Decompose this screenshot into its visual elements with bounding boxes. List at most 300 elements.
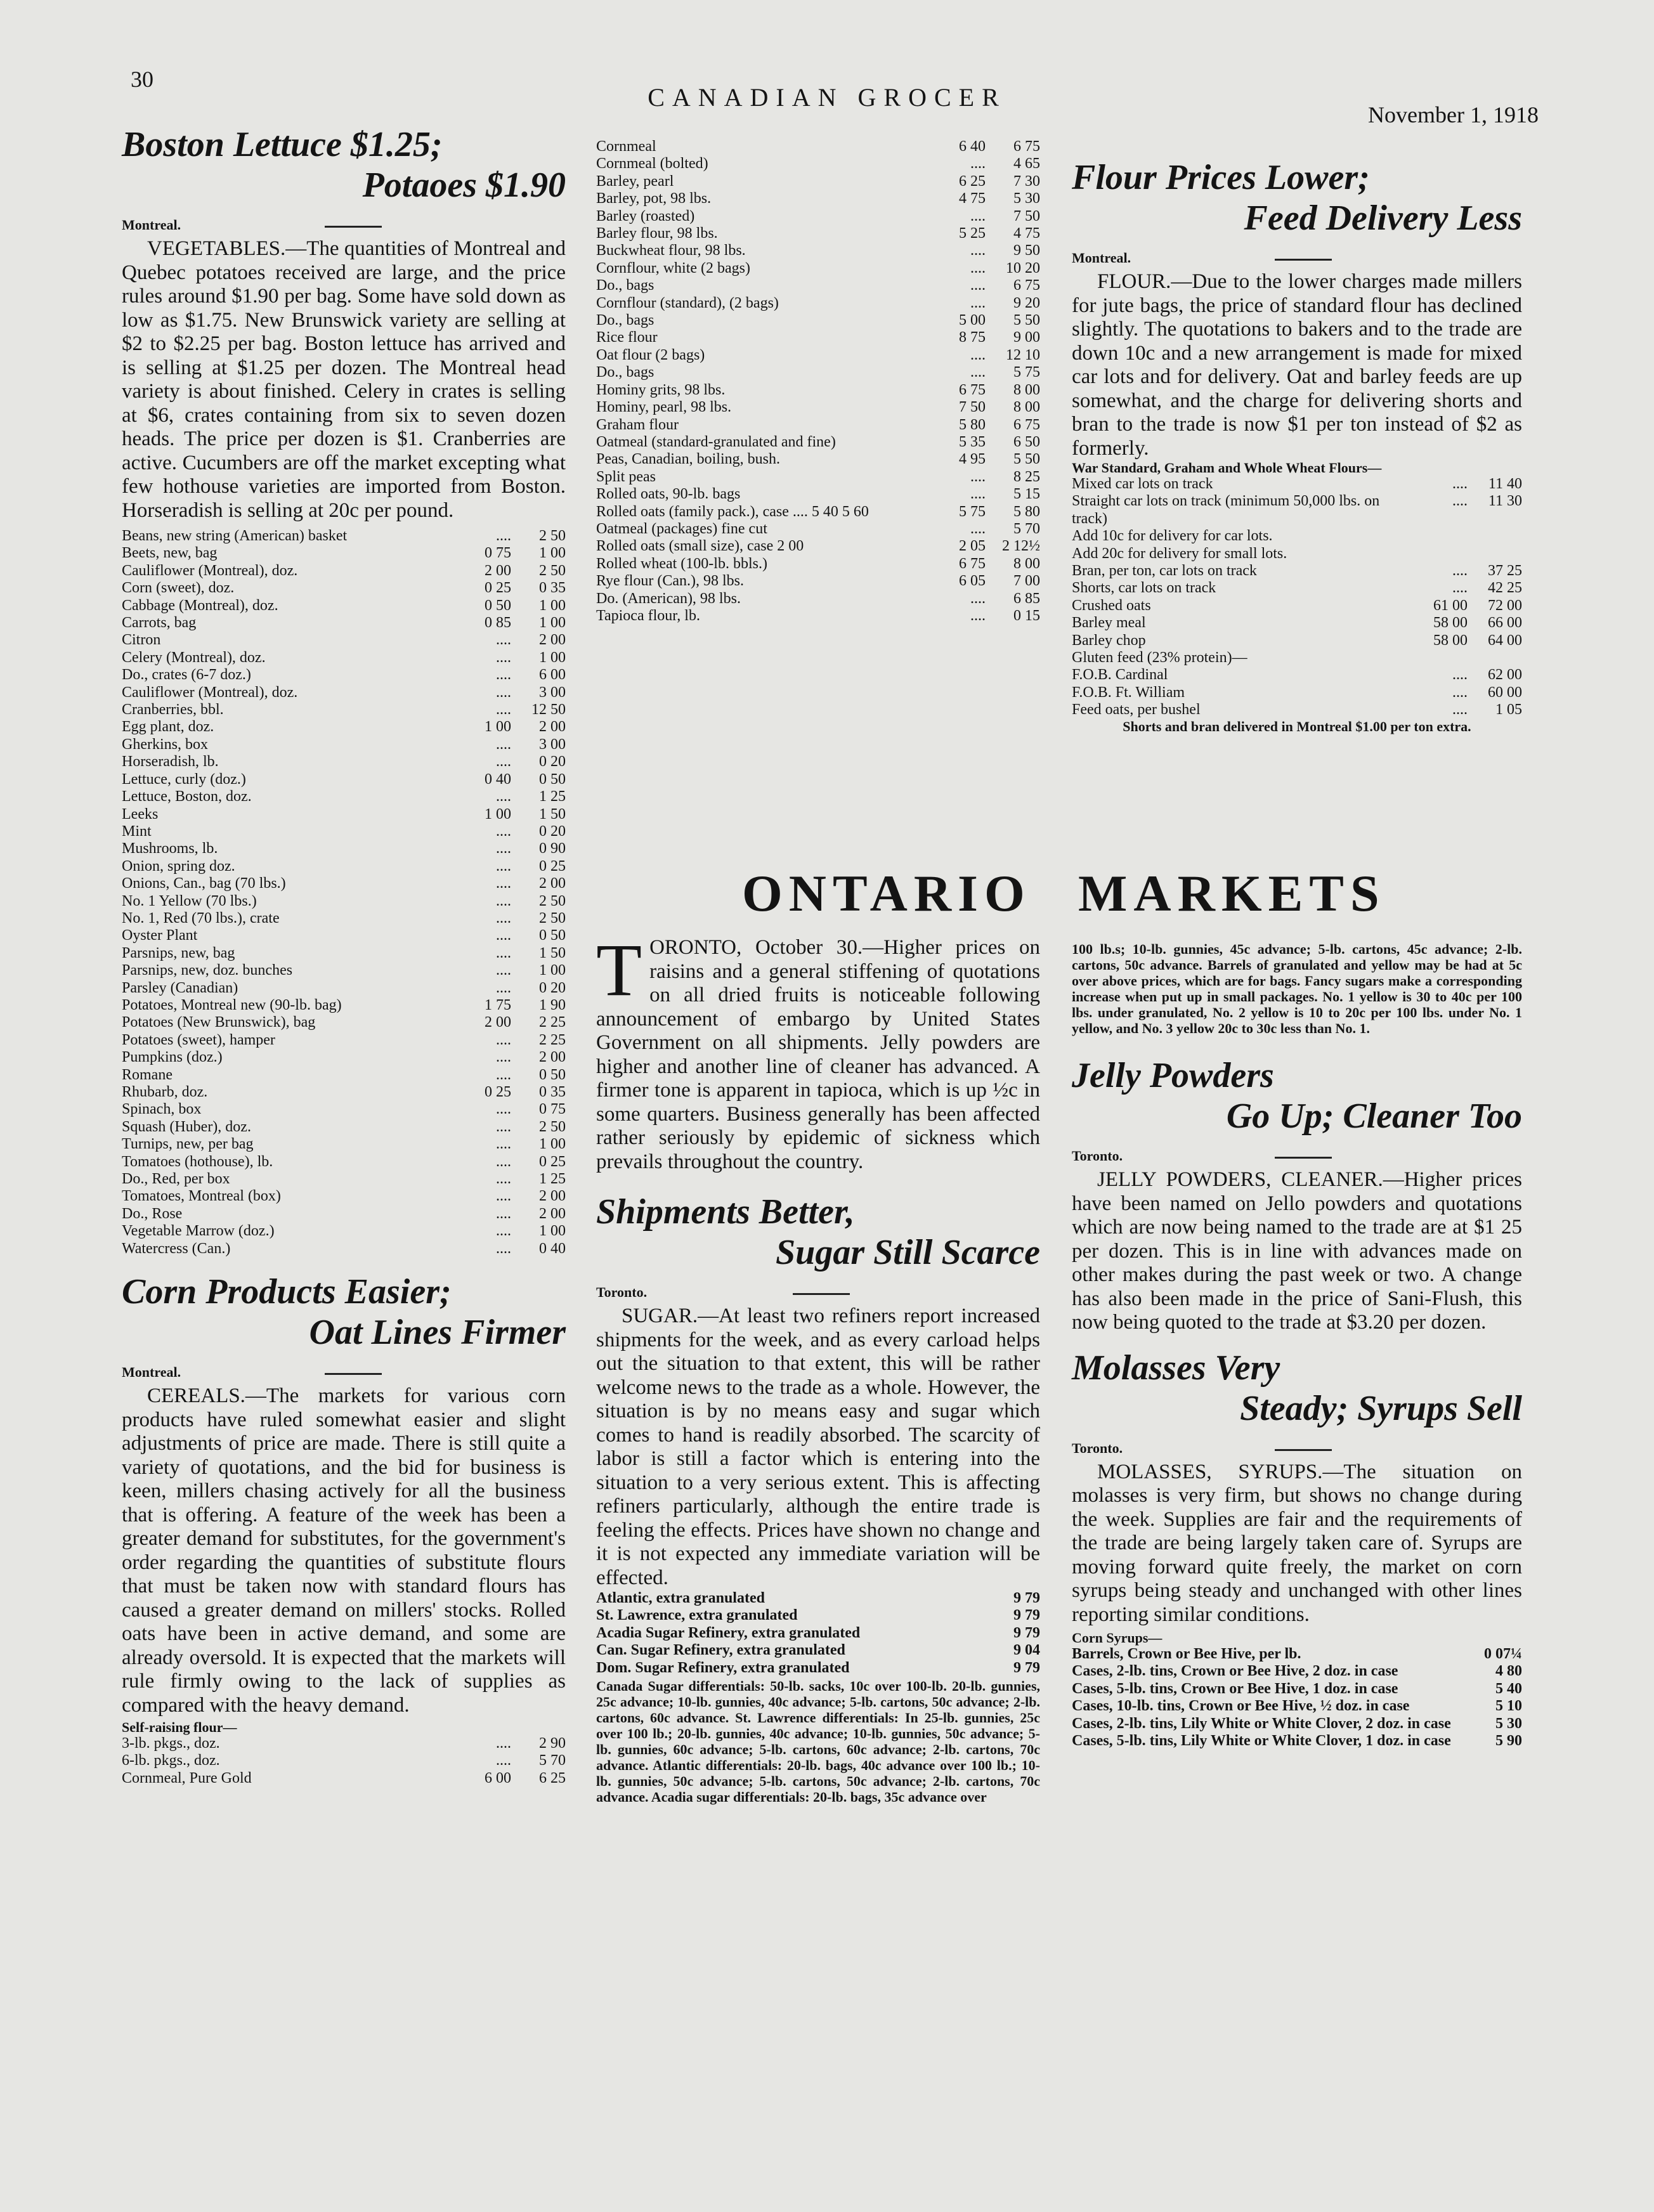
price-value: 1 75 [485,996,511,1013]
price-row [122,806,566,823]
price-row [122,1154,566,1171]
price-value: 0 90 [539,840,566,857]
price-value: .... [1452,580,1468,597]
item-label: Dom. Sugar Refinery, extra granulated [596,1659,850,1676]
price-value: 2 50 [539,528,566,544]
price-row [122,1067,566,1084]
headline-line-1: Molasses Very [1072,1348,1280,1388]
self-raising-flour-table [122,1735,566,1787]
flour-article [1072,270,1522,460]
item-label: Potatoes (New Brunswick), bag [122,1014,316,1031]
item-label: Do., bags [596,277,654,294]
price-row [1072,597,1522,615]
item-label: Shorts, car lots on track [1072,580,1216,597]
sugar-article [596,1304,1040,1590]
price-value: 0 40 [539,1240,566,1257]
item-label: Cornmeal, Pure Gold [122,1769,252,1786]
price-row [122,1032,566,1049]
price-value: 5 30 [1495,1715,1522,1732]
item-label: Do. (American), 98 lbs. [596,590,741,607]
headline-line-2: Go Up; Cleaner Too [1226,1096,1522,1136]
price-value: 2 50 [539,909,566,927]
price-row [596,469,1040,486]
price-value: 4 65 [1013,155,1040,172]
price-row [122,701,566,719]
price-value: 1 00 [539,1223,566,1240]
price-row [122,840,566,857]
price-row [122,1171,566,1188]
price-value: .... [496,857,511,875]
price-value: 5 70 [1013,520,1040,537]
price-value: .... [496,1049,511,1066]
item-label: Oatmeal (packages) fine cut [596,520,767,537]
price-value: 9 00 [1013,329,1040,346]
item-label: Onions, Can., bag (70 lbs.) [122,875,286,892]
item-label: Cases, 10-lb. tins, Crown or Bee Hive, ½ doz. in case [1072,1698,1410,1715]
item-label: Citron [122,632,161,649]
headline-line-2: Oat Lines Firmer [309,1313,566,1353]
item-label: Can. Sugar Refinery, extra granulated [596,1642,845,1659]
price-value: .... [496,788,511,805]
item-label: Mixed car lots on track [1072,476,1213,492]
price-value: 2 50 [539,1118,566,1135]
price-value: .... [496,1223,511,1240]
item-label: No. 1 Yellow (70 lbs.) [122,892,257,909]
price-value: 11 30 [1488,493,1522,510]
sugar-differentials [596,1678,1040,1805]
sugar-price-table [596,1590,1040,1677]
price-value: .... [496,1240,511,1257]
price-value: .... [496,667,511,684]
price-value: 9 79 [1013,1624,1040,1641]
price-row [1072,1663,1522,1680]
price-value: .... [496,701,511,719]
item-label: Squash (Huber), doz. [122,1118,251,1135]
price-value: 0 50 [539,1066,566,1083]
item-label: F.O.B. Ft. William [1072,684,1185,701]
price-row [596,347,1040,364]
price-row [596,208,1040,225]
price-value: 3 00 [539,684,566,701]
price-value: .... [496,944,511,961]
sugar-note: Canada Sugar differentials: 50-lb. sacks, 10c over 100-lb. 20-lb. gunnies, 25c advance; 10-lb. gunnies, 40c advance; 5-lb. cartons, 50c advance; 2-lb. cartons, 60c advance. St. Lawrence differentials: In 25-lb. gunnies, 25c over 100 lb.; 20-lb. gunnies, 40c advance; 10-lb. gunnies, 50c advance; 5-lb. gunnies, 60c advance; 5-lb. cartons, 60c advance; 2-lb. cartons, 70c advance. Atlantic differentials: 20-lb. bags, 40c advance over 100 lb.; 10-lb. gunnies, 50c advance; 5-lb. cartons, 50c advance; 2-lb. cartons, 70c advance. Acadia sugar differentials: 20-lb. bags, 35c advance over [596,1678,1040,1805]
headline-line-2: Potaoes $1.90 [362,166,566,205]
price-value: 5 40 [1495,1680,1522,1697]
price-row [596,556,1040,573]
price-value: 66 00 [1488,615,1522,632]
jelly-article [1072,1168,1522,1335]
price-value: .... [970,486,986,503]
flour-note: Shorts and bran delivered in Montreal $1.00 per ton extra. [1123,718,1471,734]
price-value: 1 50 [539,944,566,961]
price-value: .... [496,1171,511,1188]
price-value: 1 00 [539,615,566,632]
headline-line-1: Jelly Powders [1072,1056,1274,1095]
price-row [596,138,1040,155]
item-label: Do., Rose [122,1205,183,1222]
price-value: 6 75 [959,555,986,572]
item-label: Spinach, box [122,1101,202,1118]
item-label: Atlantic, extra granulated [596,1590,765,1606]
price-value: .... [1452,667,1468,684]
item-label: Cabbage (Montreal), doz. [122,597,278,614]
item-label: Rolled oats, 90-lb. bags [596,486,741,503]
item-label: Cranberries, bbl. [122,701,224,719]
price-value: 2 12½ [1002,538,1040,555]
price-value: 62 00 [1488,667,1522,684]
price-value: .... [496,823,511,840]
price-value: 3 00 [539,736,566,753]
headline-jelly-powders [1072,1055,1522,1136]
cereals-article [122,1384,566,1717]
price-row [1072,701,1522,719]
price-row [596,382,1040,399]
price-value: 0 25 [485,1084,511,1100]
price-row [122,1752,566,1769]
price-value: 2 00 [539,875,566,892]
price-value: 0 40 [485,771,511,788]
price-value: .... [970,294,986,311]
item-label: Straight car lots on track (minimum 50,000 lbs. on track) [1072,493,1380,527]
price-value: 0 25 [485,580,511,597]
price-row [122,667,566,684]
item-label: Corn (sweet), doz. [122,580,235,597]
item-label: Hominy grits, 98 lbs. [596,381,726,398]
price-row [122,563,566,580]
price-value: 42 25 [1488,580,1522,597]
item-label: Horseradish, lb. [122,753,219,771]
headline-shipments [596,1192,1040,1273]
price-row [596,173,1040,190]
sugar-text: SUGAR.—At least two refiners report increased shipments for the week, and as every carload helps out the situation to that extent, this will be rather welcome news to the trade as a whole. However, the situation is by no means easy and sugar which comes to hand is readily absorbed. The scarcity of labor is still a factor which is entering into the situation to a very serious extent. This is affecting refiners particularly, although the entire trade is feeling the effects. Prices have shown no change and it is not expected any immediate variation will be effected. [596,1304,1040,1589]
price-value [1468,545,1522,563]
price-row [122,597,566,615]
column-2-lower [596,928,1040,1805]
item-label: F.O.B. Cardinal [1072,667,1168,684]
price-value: 6 25 [539,1769,566,1786]
column-3-lower [1072,941,1522,1750]
item-label: Cornflour, white (2 bags) [596,259,750,276]
headline-line-1: Corn Products Easier; [122,1272,452,1312]
price-value: 0 07¼ [1484,1646,1522,1662]
price-row [1072,667,1522,684]
price-value: 1 00 [539,545,566,562]
price-row [596,1625,1040,1642]
price-value: .... [1452,701,1468,719]
price-value: 1 00 [485,805,511,823]
price-value: 2 00 [539,632,566,649]
price-value: .... [970,259,986,276]
price-value: 5 90 [1495,1733,1522,1750]
item-label: Add 10c for delivery for car lots. [1072,528,1273,545]
price-row [122,962,566,979]
price-row [596,242,1040,259]
price-value: 7 00 [1013,573,1040,590]
price-value: 6 40 [959,138,986,155]
price-value: .... [496,753,511,771]
price-value: 9 79 [1013,1590,1040,1606]
price-row [1072,563,1522,580]
item-label: Add 20c for delivery for small lots. [1072,545,1287,562]
price-row [596,399,1040,416]
item-label: Barley, pot, 98 lbs. [596,190,712,207]
price-row [596,1660,1040,1677]
item-label: Gluten feed (23% protein)— [1072,649,1247,667]
price-value: 2 00 [485,1014,511,1031]
price-value [1413,528,1468,545]
molasses-text: MOLASSES, SYRUPS.—The situation on molasses is very firm, but shows no change during the week. Supplies are fair and the requirements of the trade are being largely taken care of. Syrups are moving forward quite freely, the market on corn syrups being steady and unchanged with other lines reporting similar conditions. [1072,1460,1522,1626]
price-value: .... [1452,684,1468,701]
item-label: Cornflour (standard), (2 bags) [596,294,779,311]
price-value: .... [496,875,511,892]
price-value: .... [1452,563,1468,580]
item-label: Rolled oats (small size), case 2 00 [596,538,804,555]
price-value: 5 70 [539,1752,566,1769]
dateline: Montreal. [122,1364,566,1381]
item-label: Celery (Montreal), doz. [122,649,266,666]
price-row [122,580,566,597]
item-label: Cauliflower (Montreal), doz. [122,562,298,579]
price-value: .... [496,1752,511,1769]
price-value: 1 25 [539,788,566,805]
molasses-article [1072,1461,1522,1627]
price-value: 2 00 [539,1188,566,1205]
price-value: 1 05 [1495,701,1522,719]
price-value: .... [496,892,511,909]
price-row [596,312,1040,329]
price-row [596,260,1040,277]
price-row [596,364,1040,381]
price-value: .... [496,1205,511,1222]
price-value: .... [496,1118,511,1135]
price-value: .... [970,277,986,294]
item-label: Cases, 5-lb. tins, Crown or Bee Hive, 1 doz. in case [1072,1680,1398,1697]
price-row [122,1206,566,1223]
item-label: Cases, 2-lb. tins, Lily White or White Clover, 2 doz. in case [1072,1715,1451,1732]
price-value [1468,528,1522,545]
price-row [122,545,566,562]
price-value: .... [496,736,511,753]
item-label: Parsnips, new, doz. bunches [122,962,293,979]
flour-text: FLOUR.—Due to the lower charges made millers for jute bags, the price of standard flour has declined slightly. The quotations to bakers and to the trade are down 10c and a new arrangement is made for mixed car lots and for delivery. Oat and barley feeds are up somewhat, and the charge for delivering shorts and bran to the trade is now $1 per ton instead of $2 as formerly. [1072,270,1522,460]
price-row [122,1119,566,1136]
price-row [596,451,1040,468]
price-row [596,434,1040,451]
cereals-text: CEREALS.—The markets for various corn products have ruled somewhat easier and slight adjustments of price are made. There is still quite a variety of quotations, and the bid for business is keen, millers chasing actively for all the business that is offering. A feature of the week has been a greater demand for substitutes, for the government's order regarding the quantities of substitute flours that must be taken now with standard flours has caused a greater demand on millers' stocks. Rolled oats have been in active demand, and some are already oversold. It is expected that the markets will rule firmly owing to the lack of supplies as compared with the heavy demand. [122,1384,566,1717]
item-label: Leeks [122,805,159,823]
price-row [122,771,566,788]
price-value: .... [496,927,511,944]
price-row [596,486,1040,503]
price-value: .... [496,1136,511,1153]
item-label: Parsley (Canadian) [122,979,238,996]
price-value: 1 00 [539,962,566,979]
headline-line-1: Shipments Better, [596,1192,855,1232]
price-value: .... [496,840,511,857]
price-row [122,753,566,771]
price-row [122,1223,566,1240]
price-value: 6 50 [1013,433,1040,450]
price-value: .... [970,155,986,172]
headline-boston-lettuce [122,124,566,205]
item-label: Tomatoes, Montreal (box) [122,1188,281,1205]
price-row [1072,476,1522,493]
price-row [596,590,1040,608]
price-row [1072,1698,1522,1715]
item-label: Tomatoes (hothouse), lb. [122,1153,273,1170]
price-row [596,190,1040,207]
banner-markets: MARKETS [1078,864,1386,922]
item-label: Do., crates (6-7 doz.) [122,667,251,684]
price-row [122,980,566,997]
price-row [1072,1681,1522,1698]
price-value: 0 35 [539,1084,566,1100]
corn-syrup-price-table [1072,1646,1522,1750]
price-value: 0 50 [539,771,566,788]
price-value: .... [496,649,511,666]
price-value: .... [496,684,511,701]
item-label: Lettuce, Boston, doz. [122,788,252,805]
headline-flour-prices [1072,157,1522,238]
item-label: Carrots, bag [122,615,197,632]
price-row [122,736,566,753]
price-value: 4 95 [959,451,986,468]
sugar-continued: 100 lb.s; 10-lb. gunnies, 45c advance; 5-lb. cartons, 45c advance; 2-lb. cartons, 50c advance. Barrels of granulated and yellow may be had at 5c over above prices, which are for bags. Fancy sugars make a corresponding increase when put up in small packages. No. 1 yellow is 30 to 40c per 100 lbs. under granulated, No. 2 yellow is 10 to 20c per 100 lbs. under No. 1 yellow, and No. 3 yellow 20c to 30c less than No. 1. [1072,941,1522,1036]
item-label: Oatmeal (standard-granulated and fine) [596,433,836,450]
price-row [1072,545,1522,563]
price-value: .... [970,364,986,381]
item-label: Cornmeal (bolted) [596,155,708,172]
price-value: 4 75 [959,190,986,207]
price-value: 1 00 [539,597,566,614]
price-value: 72 00 [1488,597,1522,614]
price-value: 5 00 [959,312,986,329]
price-value: 0 20 [539,979,566,996]
price-value: 1 00 [539,649,566,666]
price-row [122,528,566,545]
price-value: 9 79 [1013,1607,1040,1624]
price-row [122,632,566,649]
item-label: Do., Red, per box [122,1171,230,1188]
price-row [122,1188,566,1205]
price-row [122,997,566,1014]
price-value: 5 75 [959,503,986,520]
price-row [596,573,1040,590]
dateline: Toronto. [1072,1440,1522,1457]
price-value: 2 00 [485,562,511,579]
price-value: .... [1452,476,1468,492]
item-label: Barley meal [1072,615,1146,632]
item-label: Lettuce, curly (doz.) [122,771,246,788]
price-row [596,1607,1040,1624]
item-label: Barley flour, 98 lbs. [596,225,718,242]
price-value: 4 80 [1495,1663,1522,1680]
price-value: 58 00 [1433,615,1468,632]
price-row [596,277,1040,294]
drop-cap: T [596,928,642,1012]
ontario-text: ORONTO, October 30.—Higher prices on raisins and a general stiffening of quotations on all dried fruits is noticeable following announcement of embargo by United States Government on all shipments. Jelly powders are higher and another line of cleaner has advanced. A firmer tone is apparent in tapioca, which is up ½c in some quarters. Business generally has been affected rather seriously by epidemic of sickness which prevails throughout the country. [596,936,1040,1173]
price-value: 0 75 [485,545,511,562]
price-value: 5 10 [1495,1698,1522,1715]
price-value: .... [970,520,986,537]
item-label: St. Lawrence, extra granulated [596,1607,798,1624]
flour-feed-price-table [1072,476,1522,719]
price-value: .... [496,979,511,996]
price-row [596,521,1040,538]
price-value: .... [496,1031,511,1048]
item-label: Cases, 2-lb. tins, Crown or Bee Hive, 2 doz. in case [1072,1663,1398,1680]
price-value: 0 35 [539,580,566,597]
price-value: 5 30 [1013,190,1040,207]
price-row [122,1735,566,1752]
dateline: Toronto. [1072,1148,1522,1164]
price-row [1072,1733,1522,1750]
price-row [122,927,566,944]
item-label: Feed oats, per bushel [1072,701,1201,719]
item-label: Rolled oats (family pack.), case .... 5 40 5 60 [596,503,869,520]
ontario-article [596,928,1040,1174]
price-row [596,329,1040,346]
price-value [1413,649,1468,667]
item-label: Do., bags [596,364,654,381]
item-label: Vegetable Marrow (doz.) [122,1223,275,1240]
price-row [1072,580,1522,597]
price-row [122,719,566,736]
item-label: Do., bags [596,312,654,329]
price-value: 2 00 [539,719,566,736]
price-value: 7 50 [959,399,986,416]
price-row [1072,632,1522,649]
price-value: 0 20 [539,753,566,771]
price-value: .... [970,346,986,363]
item-label: Oat flour (2 bags) [596,346,705,363]
item-label: Gherkins, box [122,736,208,753]
price-row [596,417,1040,434]
price-value: 58 00 [1433,632,1468,649]
item-label: Mushrooms, lb. [122,840,218,857]
price-row [122,788,566,805]
headline-corn-products [122,1272,566,1353]
item-label: Rhubarb, doz. [122,1084,208,1100]
price-value: 64 00 [1488,632,1522,649]
item-label: Bran, per ton, car lots on track [1072,563,1257,580]
price-value: .... [496,1188,511,1205]
item-label: Mint [122,823,152,840]
item-label: Potatoes, Montreal new (90-lb. bag) [122,996,342,1013]
price-value: 8 00 [1013,399,1040,416]
price-row [596,295,1040,312]
price-value: 2 05 [959,538,986,555]
price-value: .... [1452,493,1468,510]
price-row [596,225,1040,242]
item-label: Pumpkins (doz.) [122,1049,223,1066]
item-label: Acadia Sugar Refinery, extra granulated [596,1624,861,1641]
item-label: No. 1, Red (70 lbs.), crate [122,909,280,927]
price-value: 61 00 [1433,597,1468,614]
price-value: 1 90 [539,996,566,1013]
price-value: .... [970,590,986,607]
item-label: Cornmeal [596,138,656,155]
price-value: 6 75 [1013,277,1040,294]
flour-label: Self-raising flour— [122,1719,237,1736]
item-label: Watercress (Can.) [122,1240,231,1257]
dateline: Montreal. [1072,250,1522,266]
price-value: 0 50 [539,927,566,944]
price-value: 0 85 [485,615,511,632]
price-value: 4 75 [1013,225,1040,242]
headline-line-2: Sugar Still Scarce [776,1233,1040,1272]
price-value: .... [496,1101,511,1118]
